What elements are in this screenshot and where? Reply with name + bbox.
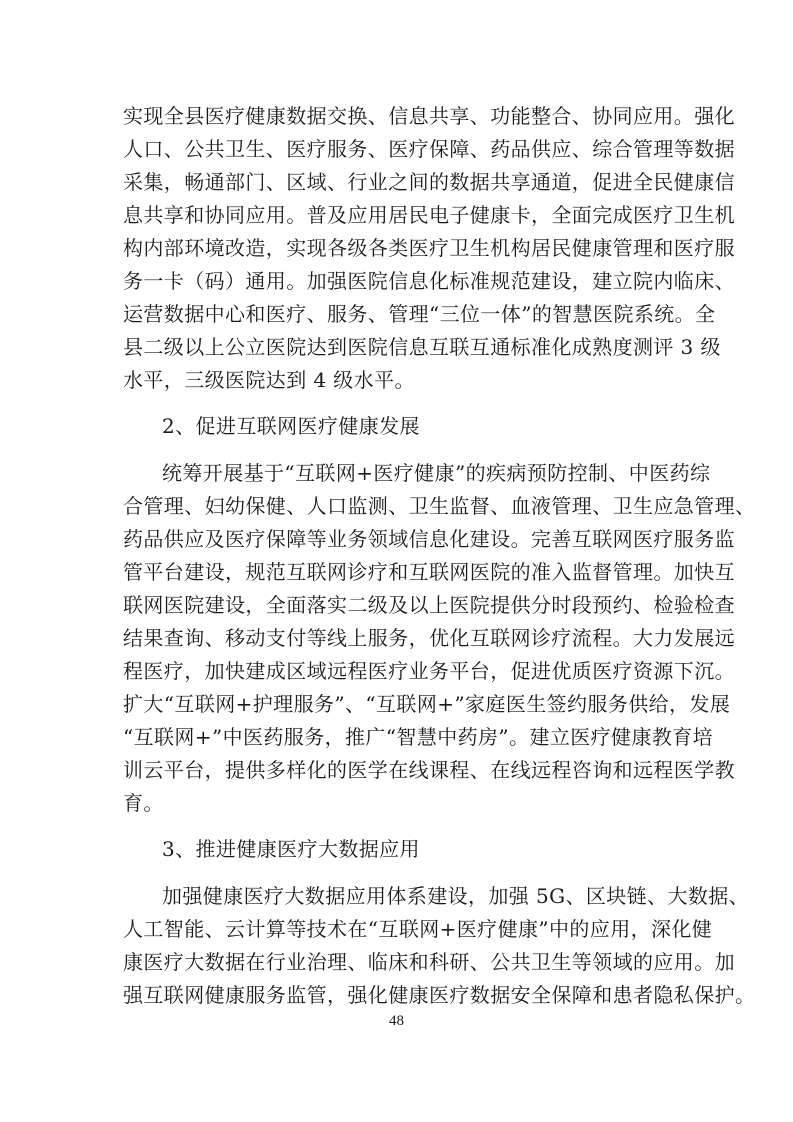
body-text-line: 合管理、妇幼保健、人口监测、卫生监督、血液管理、卫生应急管理、 xyxy=(123,494,756,518)
body-text-line: 县二级以上公立医院达到医院信息互联互通标准化成熟度测评 3 级 xyxy=(123,335,721,359)
body-text-line: 运营数据中心和医疗、服务、管理“三位一体”的智慧医院系统。全 xyxy=(123,302,716,326)
body-text-line: 务一卡（码）通用。加强医院信息化标准规范建设，建立院内临床、 xyxy=(123,269,735,293)
body-text-line: 管平台建设，规范互联网诊疗和互联网医院的准入监督管理。加快互 xyxy=(123,560,735,584)
body-text-line: 采集，畅通部门、区域、行业之间的数据共享通道，促进全民健康信 xyxy=(123,170,735,194)
body-text-line: 程医疗，加快建成区域远程医疗业务平台，促进优质医疗资源下沉。 xyxy=(123,659,735,683)
body-text-line: “互联网+”中医药服务，推广“智慧中药房”。建立医疗健康教育培 xyxy=(123,725,714,749)
body-text-line: 扩大“互联网+护理服务”、“互联网+”家庭医生签约服务供给，发展 xyxy=(123,692,731,716)
body-text-line: 人口、公共卫生、医疗服务、医疗保障、药品供应、综合管理等数据 xyxy=(123,137,735,161)
page-number: 48 xyxy=(389,1013,404,1029)
body-text-line: 构内部环境改造，实现各级各类医疗卫生机构居民健康管理和医疗服 xyxy=(123,236,735,260)
body-text-line: 统筹开展基于“互联网+医疗健康”的疾病预防控制、中医药综 xyxy=(162,461,711,485)
section-heading: 3、推进健康医疗大数据应用 xyxy=(162,837,420,861)
body-text-line: 药品供应及医疗保障等业务领域信息化建设。完善互联网医疗服务监 xyxy=(123,527,735,551)
body-text-line: 强互联网健康服务监管，强化健康医疗数据安全保障和患者隐私保护。 xyxy=(123,983,756,1007)
body-text-line: 康医疗大数据在行业治理、临床和科研、公共卫生等领域的应用。加 xyxy=(123,950,735,974)
body-text-line: 实现全县医疗健康数据交换、信息共享、功能整合、协同应用。强化 xyxy=(123,104,735,128)
body-text-line: 联网医院建设，全面落实二级及以上医院提供分时段预约、检验检查 xyxy=(123,593,735,617)
body-text-line: 训云平台，提供多样化的医学在线课程、在线远程咨询和远程医学教 xyxy=(123,758,735,782)
body-text-line: 加强健康医疗大数据应用体系建设，加强 5G、区块链、大数据、 xyxy=(162,884,750,908)
body-text-line: 息共享和协同应用。普及应用居民电子健康卡，全面完成医疗卫生机 xyxy=(123,203,735,227)
body-text-line: 结果查询、移动支付等线上服务，优化互联网诊疗流程。大力发展远 xyxy=(123,626,735,650)
section-heading: 2、促进互联网医疗健康发展 xyxy=(162,414,420,438)
body-text-line: 水平，三级医院达到 4 级水平。 xyxy=(123,368,415,392)
body-text-line: 人工智能、云计算等技术在“互联网+医疗健康”中的应用，深化健 xyxy=(123,917,713,941)
body-text-line: 育。 xyxy=(123,791,164,815)
